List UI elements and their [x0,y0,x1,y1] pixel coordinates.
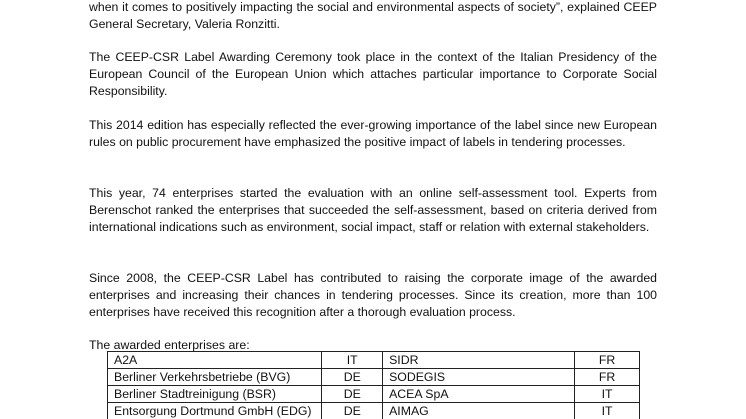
enterprise-name: SODEGIS [383,369,575,386]
table-row [108,386,640,403]
table-row [108,369,640,386]
enterprise-country: DE [322,386,383,403]
paragraph-ceremony: The CEEP-CSR Label Awarding Ceremony took place in the context of the Italian Presidency of the European Council of the European Union which attaches particular importance to Corporate Social Responsibility. [89,50,657,98]
enterprise-name: A2A [108,352,322,369]
enterprise-country: IT [575,403,640,419]
enterprise-country: IT [322,352,383,369]
paragraph-since-2008: Since 2008, the CEEP-CSR Label has contributed to raising the corporate image of the awarded enterprises and increasing their chances in tendering processes. Since its creation, more than 100 enterprises have received this recognition after a thorough evaluation process. [89,271,657,319]
paragraph-2014-edition: This 2014 edition has especially reflected the ever-growing importance of the label since new European rules on public procurement have emphasized the positive impact of labels in tendering processes. [89,118,657,149]
enterprise-country: FR [575,352,640,369]
table-row [108,403,640,419]
enterprise-country: FR [575,369,640,386]
enterprise-country: DE [322,369,383,386]
awarded-enterprises-table [107,351,640,419]
enterprise-name: ACEA SpA [383,386,575,403]
table-row [108,352,640,369]
enterprise-name: SIDR [383,352,575,369]
enterprise-name: Entsorgung Dortmund GmbH (EDG) [108,403,322,419]
enterprise-name: AIMAG [383,403,575,419]
enterprise-name: Berliner Stadtreinigung (BSR) [108,386,322,403]
paragraph-evaluation: This year, 74 enterprises started the evaluation with an online self-assessment tool. Experts from Berenschot ranked the enterprises that succeeded the self-assessment, based on criteria derived from international indications such as environment, social impact, staff or relation with external stakeholders. [89,186,657,234]
enterprise-country: DE [322,403,383,419]
table-caption: The awarded enterprises are: [89,338,250,352]
enterprise-country: IT [575,386,640,403]
paragraph-quote-end: when it comes to positively impacting the social and environmental aspects of society”, explained CEEP General Secretary, Valeria Ronzitti. [89,0,657,31]
enterprise-name: Berliner Verkehrsbetriebe (BVG) [108,369,322,386]
